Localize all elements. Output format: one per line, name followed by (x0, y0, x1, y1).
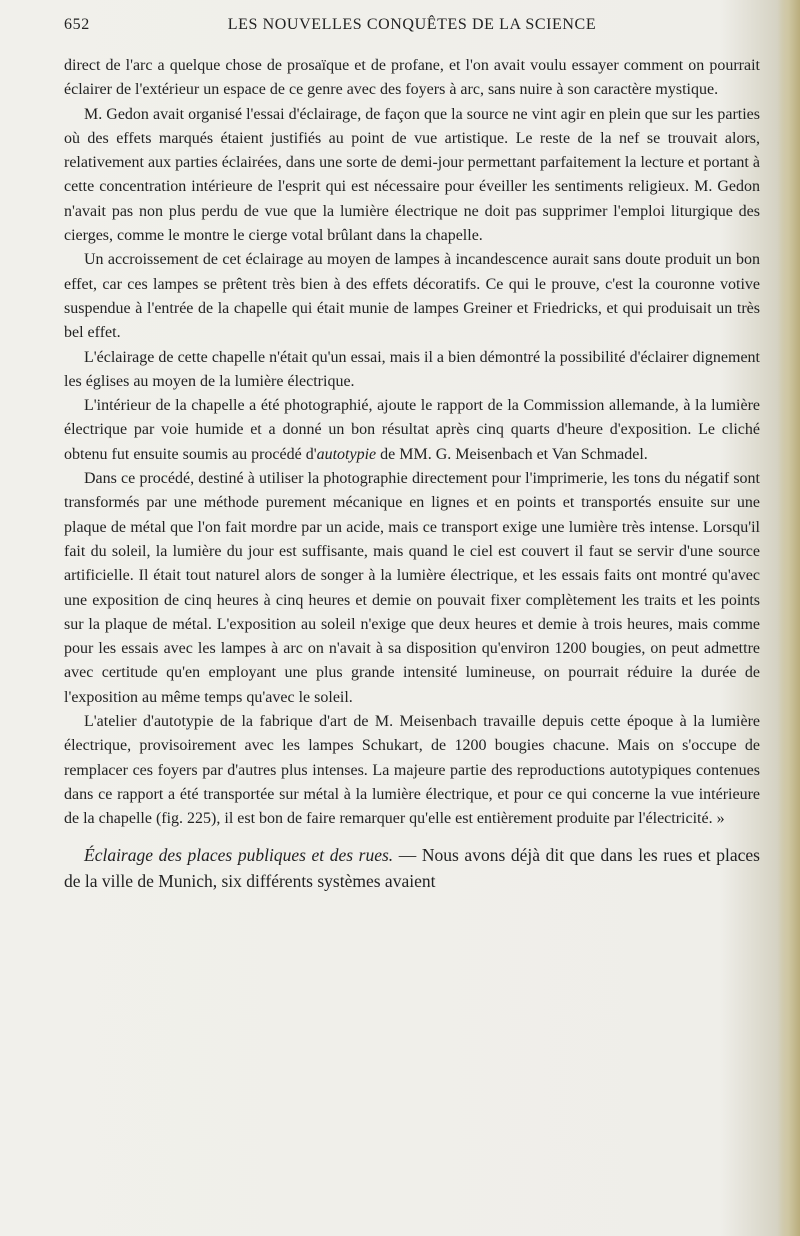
paragraph-2: M. Gedon avait organisé l'essai d'éclairage, de façon que la source ne vint agir en plein que sur les parties où des effets marqués étaient justifiés au point de vue artistique. Le reste de la nef se trouvait alors, relativement aux parties éclairées, dans une sorte de demi-jour permettant parfaitement la lecture et portant à cette concentration intérieure de l'esprit qui est nécessaire pour éveiller les sentiments religieux. M. Gedon n'avait pas non plus perdu de vue que la lumière électrique ne doit pas supprimer l'emploi liturgique des cierges, comme le montre le cierge votal brûlant dans la chapelle. (64, 105, 760, 245)
page-number: 652 (64, 16, 90, 33)
section-text: — Nous avons déjà dit que dans les rues et places de la ville de Munich, six différents systèmes avaient (64, 844, 760, 891)
paragraph-5 (64, 394, 760, 467)
paragraph-7: L'atelier d'autotypie de la fabrique d'art de M. Meisenbach travaille depuis cette époque à la lumière électrique, provisoirement avec les lampes Schukart, de 1200 bougies chacune. Mais on s'occupe de remplacer ces foyers par d'autres plus intenses. La majeure partie des reproductions autotypiques contenues dans ce rapport a été transportée sur métal à la lumière électrique, et pour ce qui concerne la vue intérieure de la chapelle (fig. 225), il est bon de faire remarquer qu'elle est entièrement produite par l'électricité. » (64, 713, 760, 828)
paragraph-4: L'éclairage de cette chapelle n'était qu'un essai, mais il a bien démontré la possibilité d'éclairer dignement les églises au moyen de la lumière électrique. (64, 348, 760, 390)
page-edge-shadow (778, 0, 800, 1236)
paragraph-5-text: L'intérieur de la chapelle a été photographié, ajoute le rapport de la Commission allemande, à la lumière électrique par voie humide et a donné un bon résultat après cinq quarts d'heure d'exposition. Le cliché obtenu fut ensuite soumis au procédé d' (64, 397, 760, 463)
paragraph-6: Dans ce procédé, destiné à utiliser la photographie directement pour l'imprimerie, les tons du négatif sont transformés par une méthode purement mécanique en lignes et en points et transportés ensuite sur une plaque de métal que l'on fait mordre par un acide, mais ce transport exige une lumière très intense. Lorsqu'il fait du soleil, la lumière du jour est suffisante, mais quand le ciel est couvert il faut se servir d'une source artificielle. Il était tout naturel alors de songer à la lumière électrique, et les essais faits ont montré qu'avec une exposition de cinq heures à cinq heures et demie on pouvait fixer complètement les traits et les points sur la plaque de métal. L'exposition au soleil n'exige que deux heures et demie à trois heures, mais comme pour les essais avec les lampes à arc on n'avait à sa disposition qu'environ 1200 bougies, on peut admettre avec certitude qu'en employant une plus grande intensité lumineuse, on pourrait réduire la durée de l'exposition au même temps qu'avec le soleil. (64, 470, 760, 706)
paragraph-3: Un accroissement de cet éclairage au moyen de lampes à incandescence aurait sans doute produit un bon effet, car ces lampes se prêtent très bien à des effets décoratifs. Ce qui le prouve, c'est la couronne votive suspendue à l'entrée de la chapelle qui était munie de lampes Greiner et Friedricks, et qui produisait un très bel effet. (64, 251, 760, 342)
autotypie-term: autotypie (316, 445, 377, 463)
paragraph-1: direct de l'arc a quelque chose de prosaïque et de profane, et l'on avait voulu essayer comment on pourrait éclairer de l'extérieur un espace de ce genre avec des foyers à arc, sans nuire à son caractère mystique. (64, 57, 760, 99)
running-title: LES NOUVELLES CONQUÊTES DE LA SCIENCE (227, 16, 597, 33)
page-body (64, 54, 760, 894)
paragraph-5-tail: de MM. G. Meisenbach et Van Schmadel. (376, 445, 648, 463)
section-paragraph (64, 842, 760, 894)
section-title: Éclairage des places publiques et des rues. (84, 844, 394, 865)
page-header (64, 16, 760, 46)
